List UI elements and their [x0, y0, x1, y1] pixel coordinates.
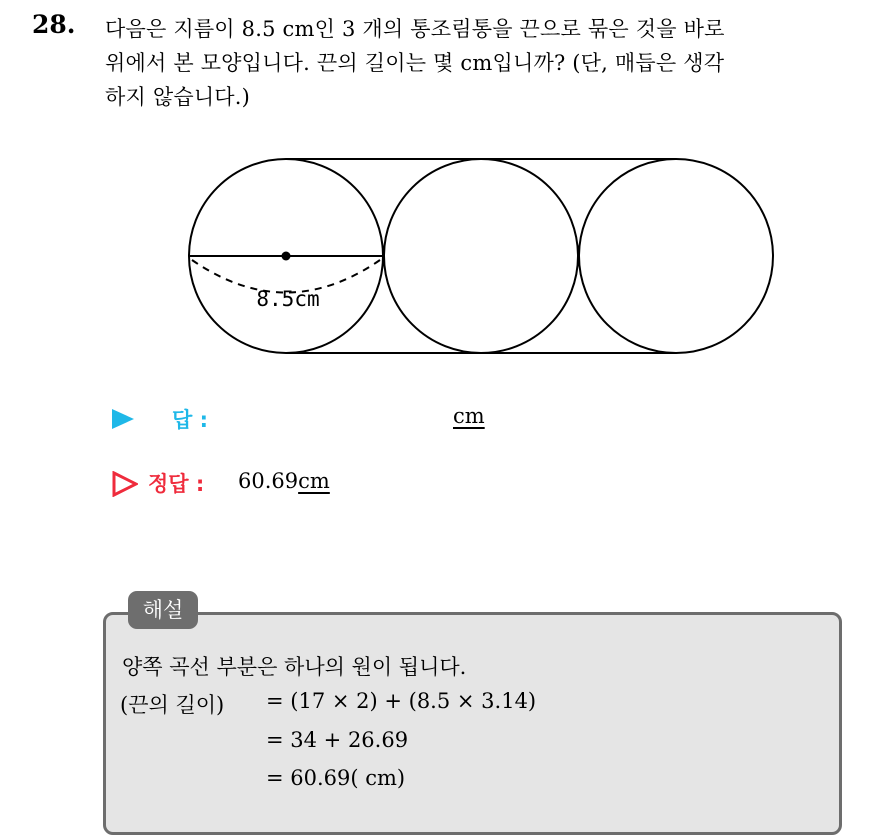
solution-tag: 해설: [128, 591, 198, 629]
cans-figure: [0, 0, 884, 400]
question-line-3: 하지 않습니다.): [105, 85, 251, 109]
correct-answer-label: 정답 :: [148, 472, 205, 496]
solution-line-3: = 34 + 26.69: [266, 728, 409, 752]
can-circle-middle: [384, 159, 578, 353]
solution-box: [103, 612, 842, 835]
question-number: 28.: [32, 10, 76, 39]
solution-line-2-left: (끈의 길이): [120, 693, 225, 717]
answer-unit: cm: [453, 404, 485, 428]
outline-triangle-icon: [112, 471, 138, 497]
can-circle-right: [579, 159, 773, 353]
question-line-2: 위에서 본 모양입니다. 끈의 길이는 몇 cm입니까? (단, 매듭은 생각: [105, 51, 725, 75]
question-line-1: 다음은 지름이 8.5 cm인 3 개의 통조림통을 끈으로 묶은 것을 바로: [105, 17, 725, 41]
correct-answer-unit: cm: [298, 469, 330, 493]
solution-line-4: = 60.69( cm): [266, 766, 406, 790]
solution-line-2-right: = (17 × 2) + (8.5 × 3.14): [266, 689, 537, 713]
solution-line-1: 양쪽 곡선 부분은 하나의 원이 됩니다.: [122, 655, 467, 679]
correct-answer-value: [238, 469, 330, 493]
correct-answer-number: 60.69: [238, 469, 299, 493]
correct-answer-row: [108, 468, 608, 500]
play-triangle-icon: [112, 409, 134, 429]
diameter-label: 8.5cm: [256, 287, 320, 311]
answer-row: [108, 404, 608, 434]
circle-center-dot: [282, 252, 291, 261]
answer-label: 답 :: [172, 408, 208, 432]
